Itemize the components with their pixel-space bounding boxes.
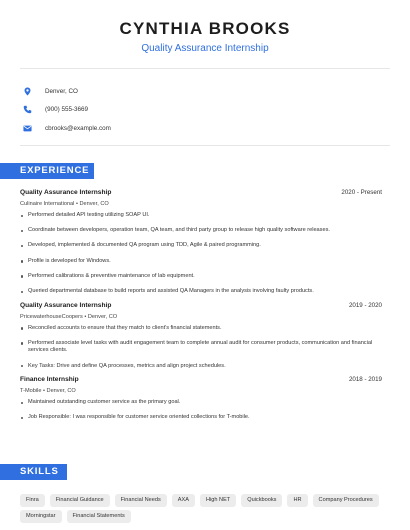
skill-tag: Quickbooks [241,494,282,507]
job-bullet: Maintained outstanding customer service as the primary goal. [20,399,382,407]
phone-text: (900) 555-3669 [45,106,89,114]
email-text: cbrooks@example.com [45,124,111,132]
job-bullet: Key Tasks: Drive and define QA processes, metrics and align project schedules. [20,363,382,371]
skill-tag: Morningstar [20,510,62,523]
job-dates: 2018 - 2019 [348,376,382,384]
experience-item [20,376,382,422]
contact-location [20,82,111,101]
skill-tag: HR [287,494,307,507]
skill-tag: Company Procedures [313,494,379,507]
job-location: Denver, CO [79,201,109,207]
phone-icon [23,105,32,114]
resume-header [0,0,410,55]
envelope-icon [23,124,32,133]
job-dates: 2019 - 2020 [348,301,382,309]
job-employer: T-Mobile • Denver, CO [20,388,76,395]
job-bullets [20,325,382,371]
experience-item [20,302,382,371]
job-company: T-Mobile [20,388,42,395]
skill-tag: Finra [20,494,45,507]
candidate-title: Quality Assurance Internship [141,43,269,54]
job-bullet: Job Responsible: I was responsible for customer service oriented collections for T-mobile. [20,414,382,422]
location-text: Denver, CO [45,87,78,95]
job-employer: Culinaire International • Denver, CO [20,201,109,207]
job-company: Culinaire International [20,201,75,207]
job-bullet: Queried departmental database to build reports and assisted QA Managers in the analysis involving faulty products. [20,288,382,296]
skill-tag: Financial Needs [115,494,167,507]
job-title: Quality Assurance Internship [20,301,112,309]
skill-tag: Financial Guidance [50,494,110,507]
skills-list [20,494,390,526]
job-location: Denver, CO [46,388,76,395]
contact-email [20,119,111,138]
job-bullet: Performed associate level tasks with audit engagement team to complete annual audit for consumer products, communication and financial services clients. [20,340,382,355]
job-bullet: Reconciled accounts to ensure that they match to client's financial statements. [20,325,382,333]
job-bullets [20,212,382,296]
contact-phone [20,101,111,120]
map-pin-icon [23,87,32,96]
header-divider [20,68,390,69]
skill-tag: High NET [200,494,236,507]
skill-tag: AXA [172,494,195,507]
job-bullets [20,399,382,422]
job-company: PricewaterhouseCoopers [20,313,83,320]
job-dates: 2020 - Present [341,189,382,196]
job-bullet: Performed calibrations & preventive maintenance of lab equipment. [20,273,382,281]
experience-heading: EXPERIENCE [0,163,94,179]
job-location: Denver, CO [87,313,118,320]
experience-list [20,189,382,422]
experience-item [20,189,382,296]
job-employer: PricewaterhouseCoopers • Denver, CO [20,313,118,320]
job-title: Finance Internship [20,376,79,384]
contact-info [20,82,111,138]
candidate-name: CYNTHIA BROOKS [119,19,291,38]
job-title: Quality Assurance Internship [20,189,112,196]
job-bullet: Performed detailed API testing utilizing SOAP UI. [20,212,382,220]
job-bullet: Coordinate between developers, operation team, QA team, and third party group to release high quality software releases. [20,227,382,235]
skill-tag: Financial Statements [67,510,131,523]
contact-divider [20,145,390,146]
job-bullet: Developed, implemented & documented QA program using TDD, Agile & paired programming. [20,242,382,250]
job-bullet: Profile is developed for Windows. [20,258,382,266]
skills-heading: SKILLS [0,464,67,480]
